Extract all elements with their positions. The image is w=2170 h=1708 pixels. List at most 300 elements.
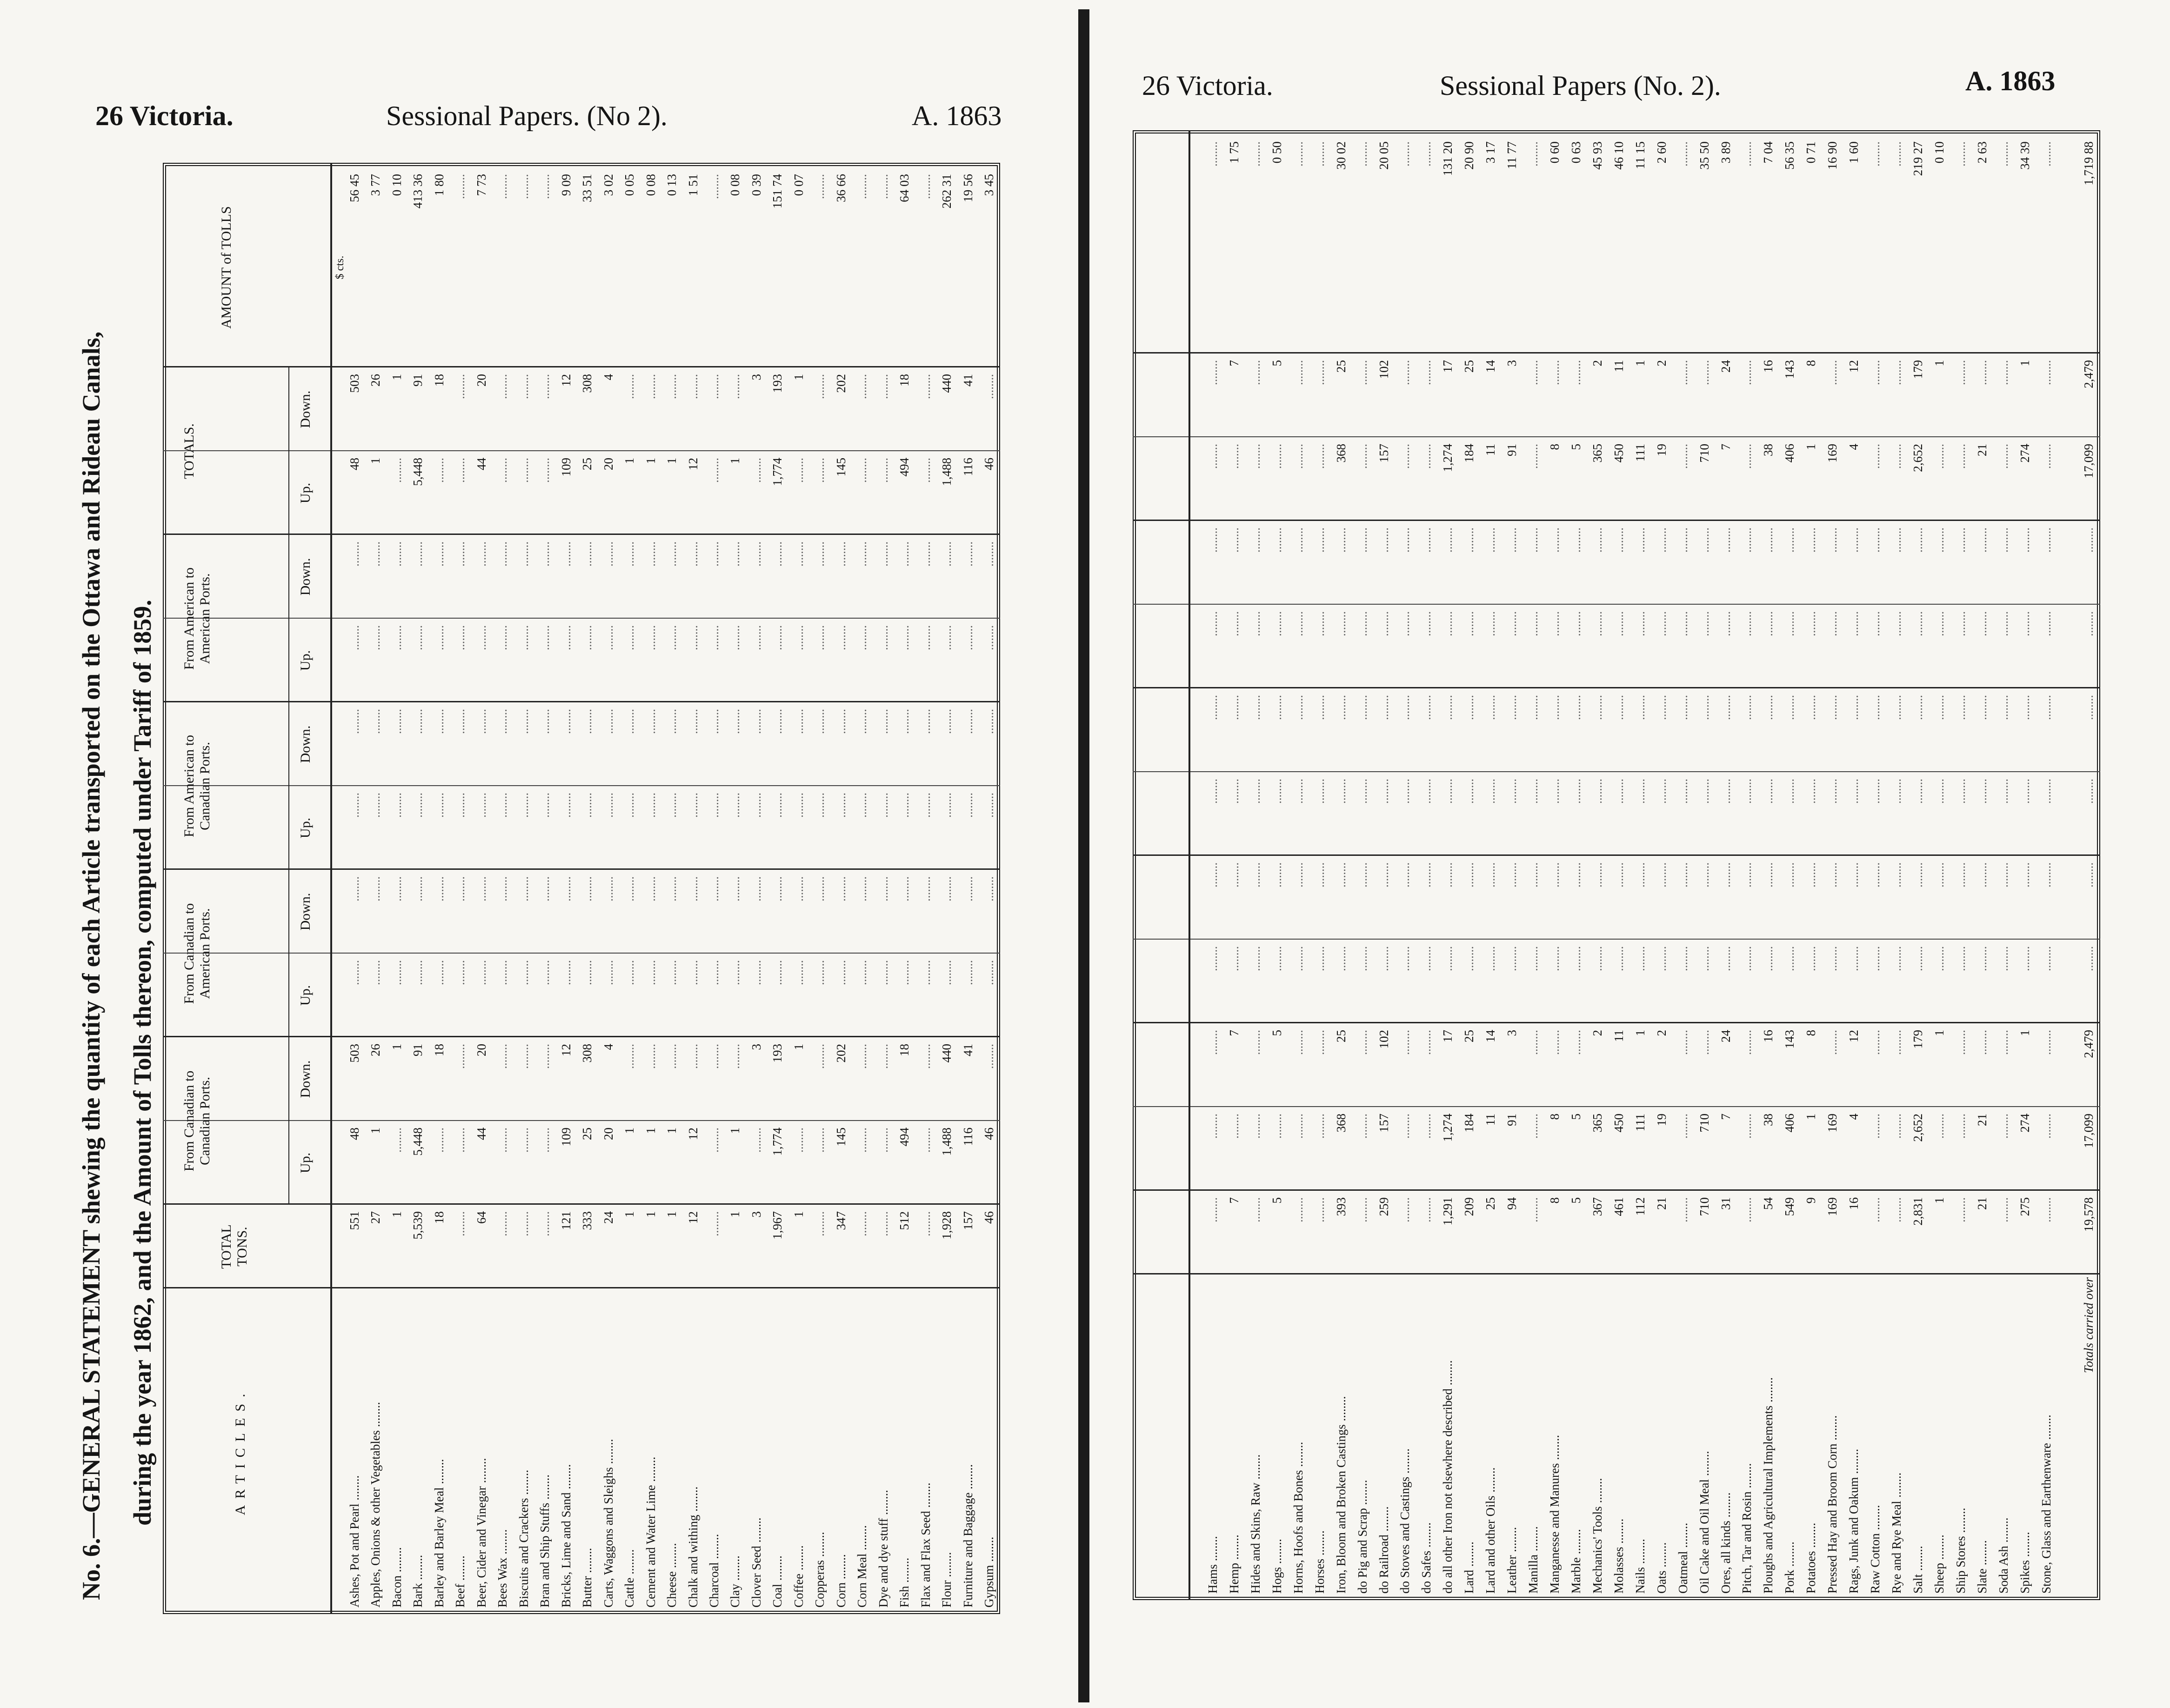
cell-aa_down: ........ [1932, 527, 1946, 553]
article-name: Furniture and Baggage ........ [961, 1464, 975, 1608]
cell-tons: 1,928 [940, 1211, 954, 1240]
cell-aa_up: ........ [1441, 611, 1455, 636]
cell-aa_up: ........ [982, 625, 996, 650]
cell-tot_down: 4 [601, 374, 615, 380]
cell-cc_down: 18 [432, 1044, 446, 1056]
cell-tot_up: 38 [1761, 444, 1776, 456]
cell-tons: 551 [347, 1211, 361, 1230]
cell-tot_down: ........ [622, 374, 637, 399]
cell-tons: 367 [1590, 1197, 1604, 1216]
article-name: Charcoal ........ [707, 1534, 721, 1608]
cell-aa_up: ........ [1975, 611, 1989, 636]
cell-ca_down: ........ [1312, 862, 1327, 887]
cell-cc_down: ........ [707, 1044, 721, 1069]
cell-ac_down: ........ [622, 709, 637, 734]
article-name: Hemp ........ [1227, 1535, 1241, 1594]
cell-tolls: ........ [1312, 141, 1327, 167]
cell-ca_down: ........ [474, 876, 488, 901]
cell-tolls: 7 73 [474, 174, 488, 196]
cell-tot_up: 4 [1847, 444, 1861, 450]
cell-tolls: ........ [1398, 141, 1412, 167]
cell-tolls: 0 05 [622, 174, 637, 196]
cell-ac_up: ........ [411, 793, 425, 818]
cell-ca_down: ........ [1483, 862, 1498, 887]
cell-aa_down: ........ [622, 541, 637, 567]
cell-ac_down: ........ [1676, 695, 1690, 720]
cell-tot_up: ........ [1248, 444, 1262, 469]
cell-aa_down: ........ [1718, 527, 1733, 553]
cell-aa_down: ........ [1441, 527, 1455, 553]
cell-cc_down: ........ [686, 1044, 700, 1069]
cell-aa_down: ........ [665, 541, 679, 567]
header-cc: From Canadian to Canadian Ports. [181, 1070, 213, 1172]
cell-tons: 54 [1761, 1197, 1776, 1210]
table-row [577, 163, 598, 1614]
cell-cc_down: ........ [1312, 1030, 1327, 1055]
cell-ca_down: ........ [1932, 862, 1946, 887]
cell-cc_up: 1 [368, 1128, 383, 1134]
cell-tot_up: 1,488 [940, 458, 954, 486]
cell-ca_up: ........ [1868, 946, 1883, 971]
cell-aa_down: ........ [1910, 527, 1925, 553]
article-name: Spikes ........ [2017, 1532, 2032, 1594]
cell-tons: 259 [1376, 1197, 1391, 1216]
cell-aa_down: ........ [1569, 527, 1583, 553]
cell-cc_up: 116 [961, 1128, 975, 1146]
cell-ac_down: ........ [411, 709, 425, 734]
table-row [1587, 130, 1609, 1600]
cell-ca_up: ........ [855, 960, 869, 985]
cell-ca_down: ........ [538, 876, 552, 901]
cell-cc_up: 169 [1825, 1114, 1840, 1133]
cell-tolls: 0 07 [791, 174, 806, 196]
cell-tolls: ........ [1996, 141, 2010, 167]
group-rule [288, 367, 289, 535]
cell-ca_up: ........ [2017, 946, 2032, 971]
cell-ac_down: ........ [559, 709, 573, 734]
cell-tolls: 0 10 [1932, 141, 1946, 164]
cell-ca_down: ........ [876, 876, 890, 901]
article-name: Manganesse and Manures ........ [1548, 1434, 1562, 1594]
cell-cc_up: 12 [686, 1128, 700, 1140]
cell-ac_down: ........ [1847, 695, 1861, 720]
cell-cc_up: 46 [982, 1128, 996, 1140]
cell-tons: 2,831 [1910, 1197, 1925, 1226]
table-row [1202, 130, 1224, 1600]
cell-ac_down: ........ [770, 709, 785, 734]
cell-ac_up: ........ [982, 793, 996, 818]
cell-tot_up: 450 [1611, 444, 1626, 463]
article-name: Cement and Water Lime ........ [643, 1456, 658, 1608]
cell-tons: 169 [1825, 1197, 1840, 1216]
cell-tolls: 131 20 [1441, 141, 1455, 176]
cell-aa_down: ........ [2082, 527, 2096, 553]
cell-aa_up: ........ [1590, 611, 1604, 636]
cell-ca_up: ........ [1569, 946, 1583, 971]
cell-tolls: 3 02 [601, 174, 615, 196]
cell-tot_down: ........ [1996, 360, 2010, 385]
cell-tot_up: 111 [1633, 444, 1647, 462]
cell-ca_down: ........ [1996, 862, 2010, 887]
cell-cc_up: 145 [834, 1128, 848, 1147]
cell-aa_down: ........ [791, 541, 806, 567]
cell-tolls: 2 60 [1654, 141, 1669, 164]
cell-ac_down: ........ [389, 709, 404, 734]
cell-ac_up: ........ [728, 793, 742, 818]
cell-tot_down: 8 [1804, 360, 1818, 367]
cell-aa_up: ........ [1910, 611, 1925, 636]
cell-cc_up: 20 [601, 1128, 615, 1140]
cell-tot_down: ........ [1676, 360, 1690, 385]
cell-aa_up: ........ [1419, 611, 1434, 636]
table-row [598, 163, 619, 1614]
cell-tons: 157 [961, 1211, 975, 1230]
cell-ca_down: ........ [1248, 862, 1262, 887]
cell-aa_up: ........ [1526, 611, 1541, 636]
cell-tolls: 7 04 [1761, 141, 1776, 164]
cell-cc_up: 44 [474, 1128, 488, 1140]
cell-tot_down: ........ [1890, 360, 1903, 385]
article-name: Molasses ........ [1611, 1518, 1626, 1594]
cell-ca_down: ........ [643, 876, 658, 901]
header-ca-up: Up. [298, 985, 313, 1006]
cell-cc_down: ........ [918, 1044, 933, 1069]
cell-ca_up: ........ [1654, 946, 1669, 971]
cell-tot_down: ........ [495, 374, 510, 399]
cell-aa_up: ........ [1483, 611, 1498, 636]
cell-ca_down: ........ [855, 876, 869, 901]
cell-tot_up: ........ [918, 458, 933, 483]
article-name: Ores, all kinds ........ [1718, 1492, 1733, 1594]
cell-ac_down: ........ [749, 709, 763, 734]
cell-tot_down: 1 [1932, 360, 1946, 367]
header-totals-up: Up. [298, 482, 313, 504]
cell-cc_down: 440 [940, 1044, 954, 1063]
cell-ac_down: ........ [1334, 695, 1348, 720]
header-totals: TOTALS. [181, 423, 197, 479]
cell-ac_down: ........ [876, 709, 890, 734]
cell-ca_up: ........ [474, 960, 488, 985]
cell-aa_down: ........ [1248, 527, 1262, 553]
cell-tolls: ........ [876, 174, 890, 199]
cell-cc_down: 179 [1910, 1030, 1925, 1049]
cell-ca_up: ........ [389, 960, 404, 985]
cell-ac_up: ........ [1441, 779, 1455, 804]
cell-ca_down: ........ [1825, 862, 1840, 887]
cell-tons: 21 [1654, 1197, 1669, 1210]
cell-cc_down: 8 [1804, 1030, 1818, 1036]
cell-ac_down: ........ [1975, 695, 1989, 720]
cell-ca_down: ........ [347, 876, 361, 901]
cell-aa_down: ........ [1783, 527, 1797, 553]
cell-cc_up: ........ [1868, 1114, 1883, 1139]
cell-ca_down: ........ [1910, 862, 1925, 887]
cell-tot_down: 3 [749, 374, 763, 380]
cell-ca_up: ........ [1526, 946, 1541, 971]
cell-ca_up: ........ [1291, 946, 1305, 971]
cell-cc_up: 4 [1847, 1114, 1861, 1120]
cell-ac_down: ........ [1462, 695, 1476, 720]
cell-ca_up: ........ [1462, 946, 1476, 971]
cell-ac_up: ........ [643, 793, 658, 818]
cell-tot_down: 193 [770, 374, 785, 393]
cell-ac_up: ........ [940, 793, 954, 818]
cell-cc_down: 2 [1654, 1030, 1669, 1036]
cell-ac_up: ........ [1419, 779, 1434, 804]
cell-tot_up: ........ [1996, 444, 2010, 469]
cell-aa_up: ........ [1953, 611, 1968, 636]
cell-tolls: ........ [2039, 141, 2053, 167]
cell-tot_down: 16 [1761, 360, 1776, 373]
table-row [1245, 130, 1267, 1600]
cell-aa_down: ........ [411, 541, 425, 567]
cell-ac_down: ........ [813, 709, 827, 734]
cell-cc_up: 494 [897, 1128, 912, 1147]
cell-ac_down: ........ [834, 709, 848, 734]
cell-tot_up: ........ [495, 458, 510, 483]
cell-ac_down: ........ [1761, 695, 1776, 720]
cell-aa_up: ........ [495, 625, 510, 650]
table-row [958, 163, 979, 1614]
cell-aa_down: ........ [1953, 527, 1968, 553]
cell-tot_down: ........ [1398, 360, 1412, 385]
cell-aa_up: ........ [516, 625, 531, 650]
cell-aa_down: ........ [855, 541, 869, 567]
cell-tot_up: ........ [1932, 444, 1946, 469]
cell-aa_up: ........ [855, 625, 869, 650]
cell-tons: 1,967 [770, 1211, 785, 1240]
cell-tons: 5,539 [411, 1211, 425, 1240]
cell-ac_up: ........ [1633, 779, 1647, 804]
cell-ac_up: ........ [897, 793, 912, 818]
cell-tolls: ........ [918, 174, 933, 199]
header-ac-down: Down. [298, 725, 313, 763]
article-name: Beer, Cider and Vinegar ........ [474, 1458, 488, 1608]
article-name: Coal ........ [770, 1555, 785, 1608]
cell-tons: 46 [982, 1211, 996, 1224]
table-row [1843, 130, 1865, 1600]
cell-tot_down: ........ [1953, 360, 1968, 385]
cell-tolls: ........ [1206, 141, 1220, 167]
cell-cc_down: 4 [601, 1044, 615, 1050]
cell-ca_down: ........ [1206, 862, 1220, 887]
cell-tot_up: ........ [855, 458, 869, 483]
cell-cc_up: ........ [1953, 1114, 1968, 1139]
cell-tot_up: ........ [389, 458, 404, 483]
cell-ac_down: ........ [1804, 695, 1818, 720]
table-row [450, 163, 471, 1614]
cell-tolls: 33 51 [580, 174, 594, 202]
cell-ac_up: ........ [1376, 779, 1391, 804]
cell-tot_down: ........ [1697, 360, 1711, 385]
cell-aa_down: ........ [1590, 527, 1604, 553]
cell-tot_up: 20 [601, 458, 615, 470]
left-header-session: 26 Victoria. [95, 100, 234, 131]
cell-aa_down: ........ [347, 541, 361, 567]
cell-ac_down: ........ [1996, 695, 2010, 720]
cell-cc_down: 14 [1483, 1030, 1498, 1042]
cell-tot_up: 109 [559, 458, 573, 477]
table-row [1758, 130, 1779, 1600]
cell-tot_up: 1,774 [770, 458, 785, 486]
table-row [683, 163, 704, 1614]
right-header-papers: Sessional Papers (No. 2). [1440, 70, 1721, 101]
header-total-tons: TOTAL TONS. [219, 1224, 250, 1269]
cell-cc_down: 202 [834, 1044, 848, 1063]
cell-tolls: ........ [1868, 141, 1883, 167]
article-name: Cattle ........ [622, 1549, 637, 1608]
cell-ca_up: ........ [1676, 946, 1690, 971]
cell-ac_down: ........ [940, 709, 954, 734]
cell-aa_up: ........ [1505, 611, 1519, 636]
article-name: Butter ........ [580, 1548, 594, 1608]
cell-ac_up: ........ [1761, 779, 1776, 804]
cell-ca_up: ........ [2082, 946, 2096, 971]
cell-tolls: 3 89 [1718, 141, 1733, 164]
cell-cc_up: 1,774 [770, 1128, 785, 1156]
cell-cc_down: 102 [1376, 1030, 1391, 1049]
cell-cc_up: 5 [1569, 1114, 1583, 1120]
cell-cc_up: 38 [1761, 1114, 1776, 1126]
cell-aa_up: ........ [1783, 611, 1797, 636]
cell-aa_down: ........ [876, 541, 890, 567]
table-row [936, 163, 957, 1614]
cell-tot_down: 2 [1654, 360, 1669, 367]
table-row [1374, 130, 1395, 1600]
cell-tons: ........ [1312, 1197, 1327, 1222]
cell-aa_down: ........ [1804, 527, 1818, 553]
cell-tons: ........ [1890, 1197, 1903, 1222]
cell-ac_down: ........ [1569, 695, 1583, 720]
cell-cc_down: ........ [1825, 1030, 1840, 1055]
cell-aa_down: ........ [1483, 527, 1498, 553]
cell-ac_down: ........ [1868, 695, 1883, 720]
cell-tolls: 46 10 [1611, 141, 1626, 170]
table-row [1437, 130, 1459, 1600]
cell-cc_down: ........ [1419, 1030, 1434, 1055]
cell-aa_up: ........ [1697, 611, 1711, 636]
cell-tons: 12 [686, 1211, 700, 1224]
cell-cc_down: ........ [728, 1044, 742, 1069]
cell-ac_up: ........ [686, 793, 700, 818]
cell-cc_up: 1 [1804, 1114, 1818, 1120]
cell-ac_down: ........ [538, 709, 552, 734]
cell-tot_down: ........ [1291, 360, 1305, 385]
cell-cc_down: ........ [1676, 1030, 1690, 1055]
article-name: do Stoves and Castings ........ [1398, 1448, 1412, 1594]
cell-cc_up: ........ [1248, 1114, 1262, 1139]
cell-ac_down: ........ [368, 709, 383, 734]
article-name: Coffee ........ [791, 1545, 806, 1608]
cell-ca_down: ........ [770, 876, 785, 901]
cell-ca_up: ........ [1996, 946, 2010, 971]
left-page [0, 0, 1084, 1708]
cell-aa_down: ........ [1996, 527, 2010, 553]
article-name: Clover Seed ........ [749, 1517, 763, 1608]
cell-tot_down: ........ [1825, 360, 1840, 385]
cell-tot_up: 2,652 [1910, 444, 1925, 472]
cell-ca_up: ........ [1825, 946, 1840, 971]
cell-ca_down: ........ [2017, 862, 2032, 887]
cell-aa_up: ........ [665, 625, 679, 650]
cell-tolls: 1 80 [432, 174, 446, 196]
cell-ca_down: ........ [686, 876, 700, 901]
cell-tons: 1 [643, 1211, 658, 1218]
cell-ac_up: ........ [1526, 779, 1541, 804]
cell-cc_up: ........ [453, 1128, 467, 1153]
article-name: Lard ........ [1462, 1541, 1476, 1594]
cell-ca_up: ........ [876, 960, 890, 985]
cell-ac_down: ........ [1953, 695, 1968, 720]
header-aa-down: Down. [298, 558, 313, 596]
table-row [1801, 130, 1822, 1600]
cell-cc_down: 1 [1633, 1030, 1647, 1036]
cell-tolls: 11 77 [1505, 141, 1519, 169]
cell-tons: ........ [538, 1211, 552, 1236]
cell-ac_down: ........ [1355, 695, 1369, 720]
cell-tons: ........ [918, 1211, 933, 1236]
cell-cc_down: 26 [368, 1044, 383, 1056]
cell-ac_down: ........ [1291, 695, 1305, 720]
table-row [365, 163, 386, 1614]
cell-aa_up: ........ [791, 625, 806, 650]
table-row [1950, 130, 1972, 1600]
cell-ca_up: ........ [1505, 946, 1519, 971]
right-page [1095, 0, 2170, 1708]
cell-ca_up: ........ [1697, 946, 1711, 971]
cell-tot_down: ........ [1206, 360, 1220, 385]
cell-aa_down: ........ [1505, 527, 1519, 553]
cell-aa_down: ........ [707, 541, 721, 567]
header-ca-down: Down. [298, 893, 313, 931]
cell-ca_down: ........ [1847, 862, 1861, 887]
cell-tons: ........ [495, 1211, 510, 1236]
cell-aa_down: ........ [1355, 527, 1369, 553]
article-name: Biscuits and Crackers ........ [516, 1469, 531, 1608]
cell-ac_down: ........ [495, 709, 510, 734]
cell-ac_up: ........ [1227, 779, 1241, 804]
cell-tot_down: 17 [1441, 360, 1455, 373]
cell-cc_up: ........ [495, 1128, 510, 1153]
cell-cc_down: ........ [1206, 1030, 1220, 1055]
cell-ca_down: ........ [1590, 862, 1604, 887]
cell-ac_up: ........ [389, 793, 404, 818]
cell-ac_up: ........ [1569, 779, 1583, 804]
cell-tot_up: 1 [665, 458, 679, 464]
cell-ca_down: ........ [1291, 862, 1305, 887]
article-name: Copperas ........ [813, 1532, 827, 1608]
cell-tot_down: 18 [897, 374, 912, 387]
cell-aa_up: ........ [1804, 611, 1818, 636]
cell-tons: 333 [580, 1211, 594, 1230]
cell-tot_down: 2 [1590, 360, 1604, 367]
cell-aa_down: ........ [834, 541, 848, 567]
cell-ac_up: ........ [368, 793, 383, 818]
cell-tolls: 0 10 [389, 174, 404, 196]
cell-tot_up: 169 [1825, 444, 1840, 463]
cell-tons: 5 [1269, 1197, 1284, 1204]
cell-ca_down: ........ [1740, 862, 1754, 887]
cell-tons: 1 [1932, 1197, 1946, 1204]
cell-cc_down: ........ [1697, 1030, 1711, 1055]
cell-tot_up: ........ [2039, 444, 2053, 469]
cell-tot_up: ........ [432, 458, 446, 483]
cell-tot_down: 1 [2017, 360, 2032, 367]
cell-aa_up: ........ [2039, 611, 2053, 636]
cell-tolls: 45 93 [1590, 141, 1604, 170]
header-articles: ARTICLES. [233, 1387, 248, 1515]
cell-tolls: 20 90 [1462, 141, 1476, 170]
